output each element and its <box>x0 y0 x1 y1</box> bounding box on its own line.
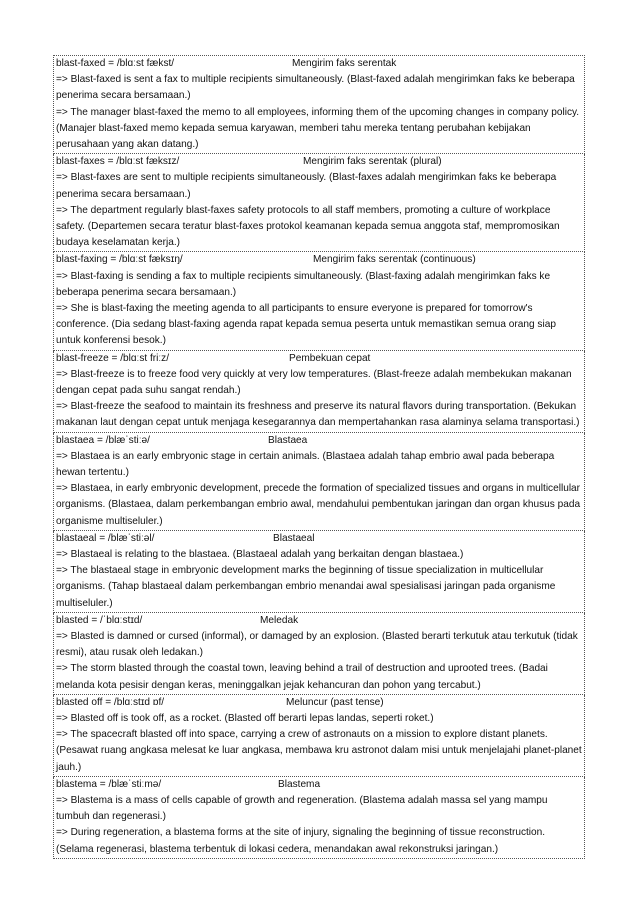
entry-term: blasted off = /blɑːstɪd ɒf/ <box>56 696 165 708</box>
entry-meaning: Blastaea <box>268 434 308 446</box>
glossary-entry <box>53 154 585 252</box>
entry-meaning: Blastema <box>278 778 321 790</box>
entry-definition: => Blastaeal is relating to the blastaea. (Blastaeal adalah yang berkaitan dengan blastaea.) <box>56 549 464 560</box>
glossary-entry <box>53 55 585 154</box>
entry-meaning: Mengirim faks serentak <box>292 58 397 69</box>
entry-meaning: Mengirim faks serentak (continuous) <box>313 254 476 266</box>
entry-example: => The storm blasted through the coastal town, leaving behind a trail of destruction and uprooted trees. (Badai melanda kota pesisir dengan keras, meninggalkan jejak kehancuran dan pohon yang tercabut.) <box>56 663 548 691</box>
glossary-entry <box>53 777 585 859</box>
entry-example: => Blastaea, in early embryonic development, precede the formation of specialized tissues and organs in multicellular organisms. (Blastaea, dalam perkembangan embrio awal, mendahului pembentukan jaringan dan organ khusus pada organisme multiseluler.) <box>56 483 581 527</box>
entry-definition: => Blasted is damned or cursed (informal), or damaged by an explosion. (Blasted berarti terkutuk atau terkutuk (tidak resmi), atau rusak oleh ledakan.) <box>56 631 578 659</box>
entry-meaning: Meluncur (past tense) <box>286 696 384 708</box>
glossary-entry <box>53 695 585 777</box>
entry-example: => The blastaeal stage in embryonic development marks the beginning of tissue specialization in multicellular organisms. (Tahap blastaeal dalam perkembangan embrio menandai awal spesialisasi jaringan pada organisme multiseluler.) <box>56 565 556 609</box>
entry-definition: => Blast-freeze is to freeze food very quickly at very low temperatures. (Blast-freeze adalah membekukan makanan dengan cepat pada suhu sangat rendah.) <box>56 368 572 396</box>
glossary-entry <box>53 613 585 695</box>
entry-example: => Blast-freeze the seafood to maintain its freshness and preserve its natural flavors during transportation. (Bekukan makanan laut dengan cepat untuk menjaga kesegarannya dan mempertahankan rasa alaminya selama transportasi.) <box>56 401 580 429</box>
entry-meaning: Mengirim faks serentak (plural) <box>303 156 442 168</box>
entry-definition: => Blastema is a mass of cells capable of growth and regeneration. (Blastema adalah massa sel yang mampu tumbuh dan regenerasi.) <box>56 795 548 823</box>
entry-definition: => Blasted off is took off, as a rocket. (Blasted off berarti lepas landas, seperti roket.) <box>56 713 434 724</box>
glossary-entry <box>53 252 585 350</box>
entry-meaning: Pembekuan cepat <box>289 352 371 364</box>
entry-term: blastaeal = /blæˈstiːəl/ <box>56 532 155 544</box>
entry-definition: => Blast-faxes are sent to multiple recipients simultaneously. (Blast-faxes adalah mengirimkan faks ke beberapa penerima secara bersamaan.) <box>56 172 557 200</box>
entry-term: blastema = /blæˈstiːmə/ <box>56 778 162 790</box>
entry-definition: => Blast-faxed is sent a fax to multiple recipients simultaneously. (Blast-faxed adalah mengirimkan faks ke beberapa penerima secara bersamaan.) <box>56 74 575 102</box>
glossary-page <box>53 55 585 859</box>
entry-term: blastaea = /blæˈstiːə/ <box>56 434 150 446</box>
entry-example: => The spacecraft blasted off into space, carrying a crew of astronauts on a mission to explore distant planets. (Pesawat ruang angkasa melesat ke luar angkasa, membawa kru astronot dalam misi untuk menjelajahi planet-planet jauh.) <box>56 729 582 773</box>
entry-definition: => Blast-faxing is sending a fax to multiple recipients simultaneously. (Blast-faxing adalah mengirimkan faks ke beberapa penerima secara bersamaan.) <box>56 270 551 298</box>
entry-term: blast-faxed = /blɑːst fækst/ <box>56 58 175 69</box>
glossary-entry <box>53 351 585 433</box>
entry-example: => The department regularly blast-faxes safety protocols to all staff members, promoting a culture of workplace safety. (Departemen secara teratur blast-faxes protokol keamanan kepada semua anggota staf, mempromosikan budaya keselamatan kerja.) <box>56 204 560 249</box>
entry-term: blast-freeze = /blɑːst friːz/ <box>56 352 170 364</box>
entry-meaning: Blastaeal <box>273 532 315 544</box>
entry-term: blast-faxing = /blɑːst fæksɪŋ/ <box>56 254 183 266</box>
entry-example: => During regeneration, a blastema forms at the site of injury, signaling the beginning of tissue reconstruction. (Selama regenerasi, blastema terbentuk di lokasi cedera, menandakan awal rekonstruksi jaringan.) <box>56 827 546 855</box>
entry-term: blast-faxes = /blɑːst fæksɪz/ <box>56 156 180 168</box>
entry-example: => She is blast-faxing the meeting agenda to all participants to ensure everyone is prepared for tomorrow's conference. (Dia sedang blast-faxing agenda rapat kepada semua peserta untuk memastikan semua orang siap untuk konferensi besok.) <box>56 303 556 347</box>
glossary-entry <box>53 433 585 531</box>
entry-definition: => Blastaea is an early embryonic stage in certain animals. (Blastaea adalah tahap embrio awal pada beberapa hewan tertentu.) <box>56 450 555 478</box>
entry-term: blasted = /ˈblɑːstɪd/ <box>56 614 143 626</box>
entry-example: => The manager blast-faxed the memo to all employees, informing them of the upcoming changes in company policy. (Manajer blast-faxed memo kepada semua karyawan, memberi tahu mereka tentang perubahan kebijakan perusahaan yang akan datang.) <box>56 106 580 150</box>
glossary-entry <box>53 531 585 613</box>
entry-meaning: Meledak <box>260 614 299 626</box>
